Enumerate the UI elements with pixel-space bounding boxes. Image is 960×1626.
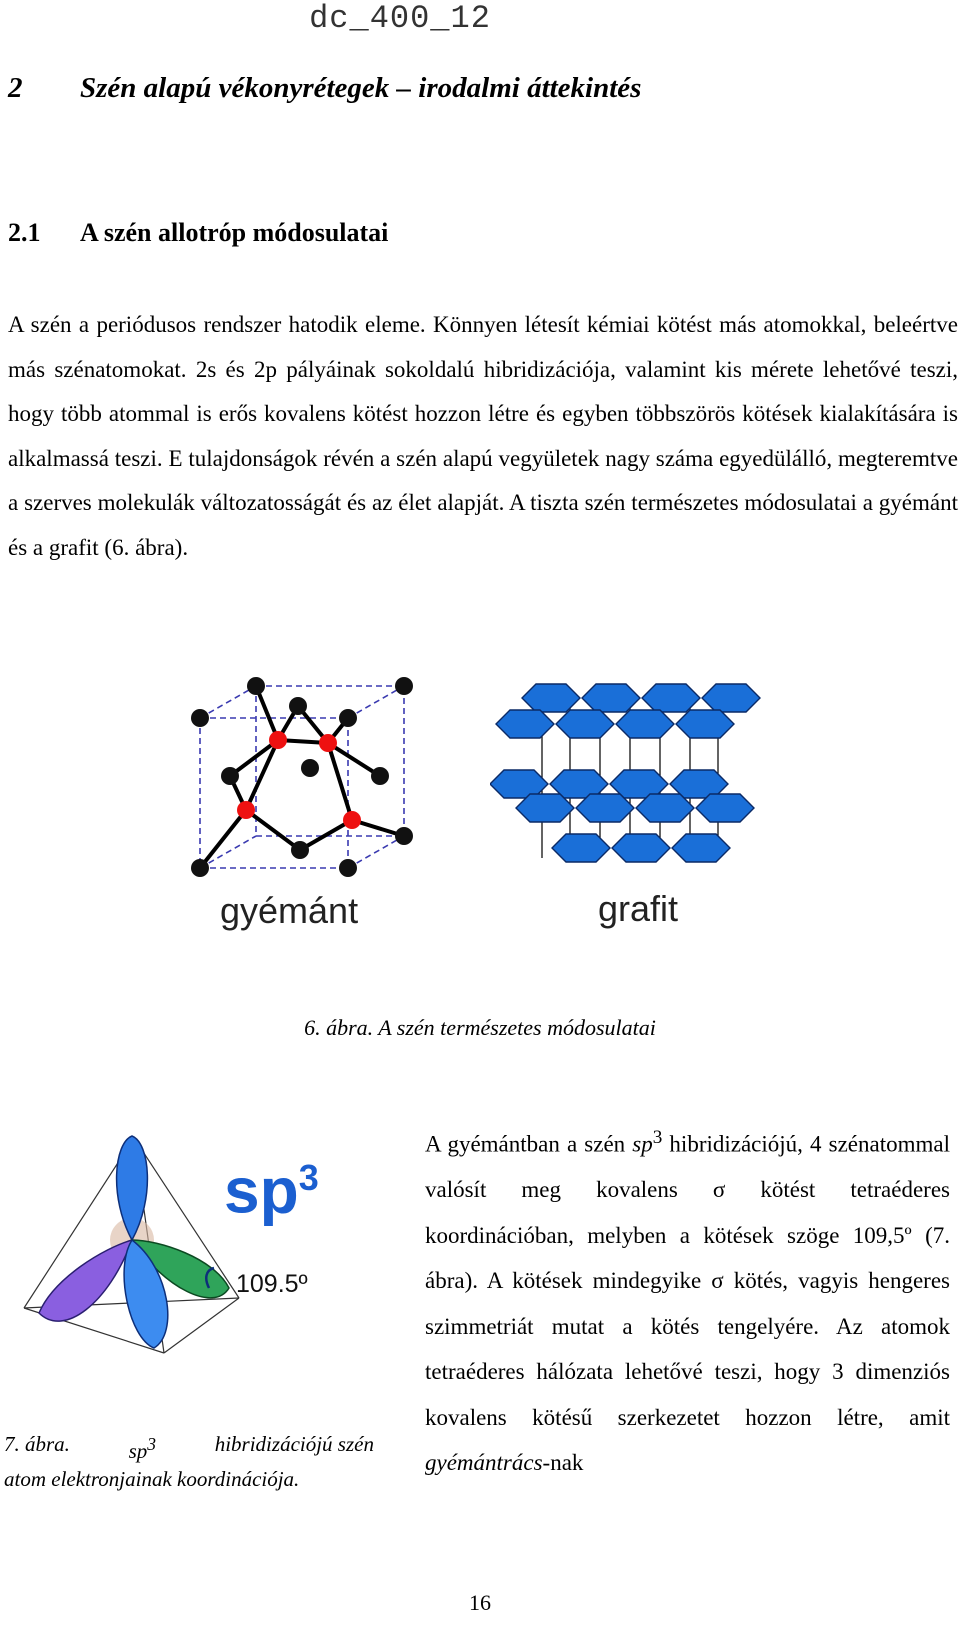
- figure-7-caption-rest2: atom elektronjainak koordinációja.: [4, 1467, 300, 1491]
- diamond-paragraph-sp: sp: [632, 1131, 653, 1157]
- chapter-number: 2: [8, 72, 23, 104]
- diamond-paragraph-part2: hibridizációjú, 4 szénatommal valósít meg kovalens σ kötést tetraéderes koordinációban, melyben a kötések szöge 109,5º (7. ábra). A kötések mindegyike σ kötés, vagyis hengeres szimmetriát mutat a kötés tengelyére. Az atomok tetraéderes hálózata lehetővé teszi, hogy 3 dimenziós kovalens kötésű szerkezetet hozzon létre, amit: [425, 1131, 950, 1430]
- diamond-paragraph-part3: -nak: [542, 1450, 584, 1476]
- diamond-lattice-illustration: [180, 668, 430, 883]
- diamond-label: gyémánt: [220, 890, 359, 931]
- section-title: A szén allotróp módosulatai: [80, 218, 389, 247]
- diamond-paragraph-sup: 3: [652, 1127, 663, 1148]
- diamond-paragraph: [425, 1115, 950, 1486]
- figure-7-caption-number: 7. ábra.: [4, 1432, 70, 1456]
- figure-7: [14, 1128, 364, 1358]
- section-number: 2.1: [8, 218, 41, 247]
- diamond-paragraph-part1: A gyémántban a szén: [425, 1131, 633, 1157]
- figure-7-caption-rest1: hibridizációjú szén: [214, 1432, 374, 1456]
- section-heading: [8, 218, 388, 248]
- diamond-paragraph-term: gyémántrács: [425, 1450, 543, 1476]
- figure-7-caption-sp: [129, 1430, 156, 1465]
- sp3-label: [224, 1146, 319, 1227]
- page-number: 16: [469, 1590, 491, 1615]
- sp3-label-base: sp: [224, 1154, 299, 1227]
- figure-6: [180, 668, 800, 958]
- document-id-header: dc_400_12: [309, 0, 491, 37]
- sp3-label-sup: 3: [298, 1157, 319, 1198]
- bond-angle-label: 109.5º: [236, 1270, 308, 1298]
- intro-paragraph: A szén a periódusos rendszer hatodik eleme. Könnyen létesít kémiai kötést más atomokkal, beleértve más szénatomokat. 2s és 2p pályáinak sokoldalú hibridizációja, valamint kis mérete lehetővé teszi, hogy több atommal is erős kovalens kötést hozzon létre és egyben többszörös kötések kialakítására is alkalmassá teszi. E tulajdonságok révén a szén alapú vegyületek nagy száma egyedülálló, megteremtve a szerves molekulák változatosságát és az élet alapját. A tiszta szén természetes módosulatai a gyémánt és a grafit (6. ábra).: [8, 312, 958, 560]
- graphite-label: grafit: [598, 888, 679, 929]
- figure-6-caption: 6. ábra. A szén természetes módosulatai: [304, 1015, 656, 1040]
- caption-sp-base: sp: [128, 1439, 148, 1463]
- figure-7-caption: [4, 1430, 374, 1493]
- caption-sp-sup: 3: [147, 1434, 157, 1454]
- chapter-title: Szén alapú vékonyrétegek – irodalmi áttekintés: [80, 72, 642, 104]
- chapter-heading: [8, 72, 641, 105]
- graphite-layers-illustration: [490, 678, 770, 878]
